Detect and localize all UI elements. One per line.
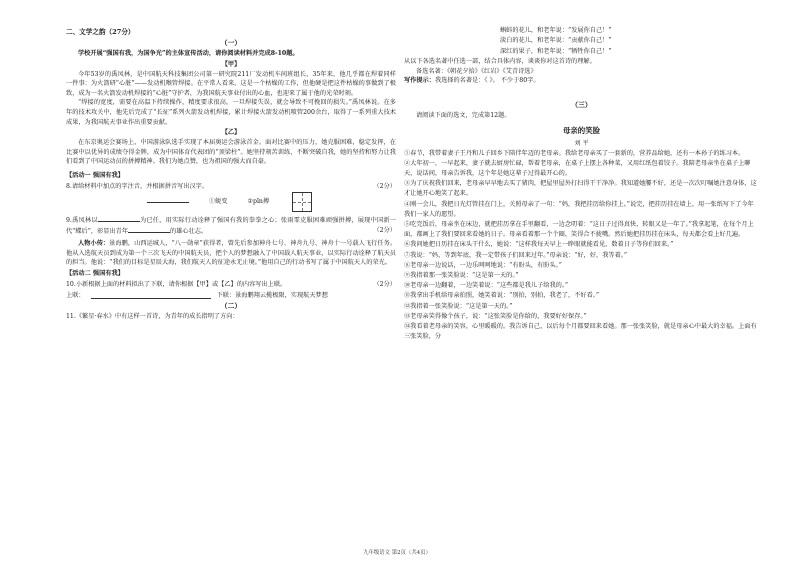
activity-two-label: 【活动二 强国有我】 [66,269,124,277]
article-para-11: ⑪我拿出手机给母亲拍照，她笑着说：“别拍，别拍，我老了，不好看。” [404,292,600,300]
writing-hint-title: 写作提示： [404,77,435,85]
question-10-score: （2分） [373,280,396,288]
poem-line-1: 蝌蚪的花儿，和老年说：“发展你自己！” [500,27,612,34]
article-para-3: ③为了庆祝我们回来，老母亲早早地去买了猪肉，把屋里屋外打扫得干干净净。我知道她腰不好，还是一次次叮嘱她注意身体，这才让她开心地笑了起来。 [404,180,757,198]
material-yi-label: 【乙】 [221,129,241,137]
question-10-text: 10.小新根据上面的材料拟出了下联，请你根据【甲】或【乙】的内容写出上联。 [66,280,287,288]
question-8-text: 8.请给材料中加点的字注音，并根据拼音写出汉字。 [66,182,209,190]
question-9-part-a: 9.禹凤林以 [66,216,98,224]
material-jia-para-2: “焊接的宽度，需要在高温下持续操作，精度要求很高，一旦焊接失误，就会导致不可挽回的损失。”禹凤林说。在多年的技术攻关中，他先后完成了“长征”系列火箭发动机焊接，累计焊接火箭发动机喷管200余台，取得了一系列重大技术成果，为我国航天事业作出重要贡献。 [66,99,396,126]
article-author: 刘 平 [574,139,589,147]
question-9 [66,215,396,236]
xialian-text: 下联：景海鹏翔云揽极限，实现航天梦想 [216,291,328,299]
article-para-4: ④刚一会儿，我把日光灯管挂在门上，关照母亲了一句：“妈，我把挂历给你挂上。”说完，把挂历挂在墙上，用一张纸写下了今年我们一家人的愿望。 [404,200,754,218]
article-para-9: ⑨我指着那一张笑脸说：“这是第一天的。” [404,272,519,280]
part-three-heading: （三） [571,101,592,109]
word-1: ①蜕变 [208,198,228,206]
answer-box-1[interactable] [147,196,189,207]
shanglian-label: 上联： [66,291,85,299]
character-grid-box[interactable] [292,192,312,212]
article-para-12: ⑫我指着一张笑脸说：“这是第一天的。” [404,302,513,310]
couplet-row [66,290,396,301]
question-11-requirement: 从以下各选名著中任选一部，结合具体内容，谈谈你对这首诗的理解。 [404,58,596,66]
article-para-2: ②大年初一，一早起来，妻子就去厨房忙碌，帮着老母亲，在桌子上摆上各种菜，又用红纸包着饺子。我陪老母亲坐在桌子上聊天，说话间，母亲告诉我，这个年是她这辈子过得最开心的。 [404,159,751,177]
section-title: 二、文学之韵（27分） [66,28,135,36]
shanglian-blank[interactable] [91,292,211,299]
poem-line-3: 深红的果子，和老年说：“牺牲你自己！” [500,47,612,55]
question-8-answers [66,192,396,212]
question-9-score: （2分） [373,226,396,234]
person-profile [66,239,396,268]
question-11: 11.《繁星·春水》中有这样一首诗，为青年的成长指明了方向： [66,312,239,320]
article-para-14: ⑭我看着老母亲的笑容，心里暖暖的。我告诉自己，以后每个月都要回来看她。那一张张笑脸，就是母亲心中最大的幸福。上面有三张笑脸，分 [404,323,757,341]
question-10 [66,279,396,290]
activity-one-label: 【活动一 强国有我】 [66,171,124,179]
candidate-books: 备选名著：《朝花夕拾》《红岩》《艾青诗选》 [416,67,537,75]
left-column [66,26,396,322]
article-para-8: ⑧老母亲一边说话，一边乐呵呵地说：“有盼头，有盼头。” [404,261,562,269]
question-8 [66,181,396,192]
page-footer: 九年级语文 第2页（共4页） [363,550,431,556]
question-9-blank-1[interactable] [98,215,140,222]
material-jia-label: 【甲】 [221,60,241,68]
article-title: 母亲的笑脸 [563,125,600,135]
article-para-7: ⑦我说：“妈，等到年底，我一定带孩子们回来过年。”母亲说：“好，好，我等着。” [404,251,628,259]
writing-hint-text: 我选择的名著是：《 》。 不少于80字。 [434,77,540,85]
writing-hint [404,76,759,86]
part-two-heading: （二） [220,301,242,310]
activity-prompt: 学校开展“强国有我，为国争光”的主体宣传活动，请你阅读材料并完成8-10题。 [78,50,299,57]
material-jia-para-1: 今年53岁的禹凤林，是中国航天科技集团公司第一研究院211厂发动机车间班组长，35年来，他几乎都在焊着同样一件事：为火箭研“心脏”——发动机喉管焊接。在平常人看来，这是一个枯燥的工作，但他硬是把这件枯燥的事做到了极致，成为一名火箭发动机焊接的“心脏”守护者，为我国航天事业付出的心血，也迎来了属于他的光荣时刻。 [66,70,396,97]
word-2: ②pīn搏 [247,198,270,206]
question-9-blank-2[interactable] [128,226,170,233]
material-yi-para: 在东京奥运会赛场上，中国游泳队选手实现了本届奥运会游泳首金。面对比赛中的压力，她克服困难，稳定发挥，在比赛中以优异的成绩夺得金牌，成为中国体育代表团的“顶梁柱”。她坚持刻苦训练，不断突破自我，她的坚持和努力让我们看到了中国运动员的拼搏精神。我们为她点赞，也为祖国的强大而自豪。 [66,139,396,166]
article-para-13: ⑬老母亲笑得像个孩子，说：“这张笑脸是你给的，我要好好保存。” [404,312,587,320]
article-para-1: ①春节，我带着妻子王丹和儿子回乡下陪伴年迈的老母亲。我给老母亲买了一套新的，营养品给她，还有一本孙子的练习本。 [404,149,745,157]
question-9-part-c: 的雄心壮志。 [170,227,208,235]
article-para-6: ⑥我问她把日历挂在床头干什么，她说：“这样我每天早上一睁眼就能看见，数着日子等你们回来。” [404,241,674,249]
question-8-score: （2分） [373,182,396,190]
right-column [404,26,759,342]
article-para-10: ⑩老母亲一边翻着，一边笑着说：“这些都是我儿子给我的。” [404,282,569,290]
question-12-prompt: 请阅读下面的选文，完成第12题。 [416,112,511,119]
poem-line-2: 淡白的花儿，和老年说：“贡献你自己！” [500,37,612,45]
article-para-5: ⑤吃完饭后，母亲坐在床边，就把挂历拿在手里翻看，一边念叨着：“这日子过得真快，转眼又是一年了。”我拿起笔，在每个月上面，都画上了我们要回来看她的日子。母亲看着那一个个圈，笑得合不拢嘴。然后她把挂历挂在床头，每天都会看上好几遍。 [404,221,754,239]
person-profile-title: 人物小传： [78,240,110,248]
part-one-heading: （一） [220,39,242,47]
person-profile-text: 景海鹏，山西运城人，“八一勋章”获得者，曾先后参加神舟七号、神舟九号、神舟十一号载人飞行任务。他从入选航天员到成为第一个三次飞天的中国航天员，把个人的梦想融入了中国载人航天事业，以实际行动诠释了航天员的担当。他说：“我们的目标是星辰大海，我们航天人的征途永无止境。”他用自己的行动书写了属于中国航天人的荣光。 [66,240,397,267]
question-9-part-b: 为已任，用实际行动诠释了强国有我的拳拳之心；张雨霏克服困难顽强拼搏，展现中国新一代“蝶后”，彰显出青年 [66,216,396,235]
